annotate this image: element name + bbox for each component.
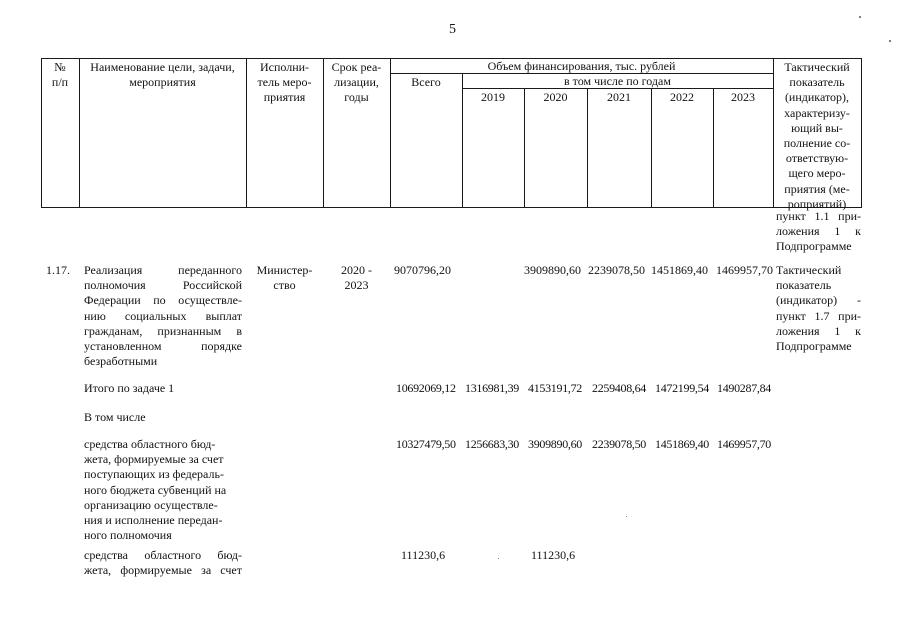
row-117-indicator: Тактический показатель (индикатор) - пункт 1.7 при- ложения 1 к Подпрограмме — [776, 263, 861, 354]
header-year-2023: 2023 — [731, 90, 755, 104]
row-117-2021: 2239078,50 — [588, 263, 645, 277]
regional-federal-2020: 3909890,60 — [528, 437, 583, 451]
row-117-executor: Министер- ство — [256, 263, 313, 293]
scan-speck — [889, 40, 891, 42]
regional-federal-label: средства областного бюд- жета, формируемые за счет поступающих из федераль- ного бюджета субвенций на организацию осуществле- ния и исполнение передан- ного полномочия — [84, 437, 227, 543]
regional-federal-2021: 2239078,50 — [592, 437, 647, 451]
regional-federal-2019: 1256683,30 — [465, 437, 520, 451]
total-task1-2023: 1490287,84 — [717, 381, 772, 395]
header-funding: Объем финансирования, тыс. рублей — [487, 59, 676, 73]
row-117-number: 1.17. — [46, 263, 70, 277]
regional-federal-2022: 1451869,40 — [655, 437, 710, 451]
regional-federal-total: 10327479,50 — [396, 437, 456, 451]
scan-speck — [626, 516, 627, 517]
regional-other-total: 111230,6 — [401, 548, 446, 562]
header-year-2020: 2020 — [543, 90, 568, 104]
row-117-total: 9070796,20 — [394, 263, 451, 277]
total-task1-label: Итого по задаче 1 — [84, 381, 175, 395]
regional-federal-2023: 1469957,70 — [717, 437, 772, 451]
header-total: Всего — [411, 75, 441, 89]
row-117-2022: 1451869,40 — [651, 263, 708, 277]
row-117-term: 2020 - 2023 — [341, 263, 372, 293]
header-no: № п/п — [51, 60, 69, 90]
continuation-indicator: пункт 1.1 при- ложения 1 к Подпрограмме — [776, 209, 861, 254]
header-executor: Исполни- тель меро- приятия — [257, 60, 312, 105]
total-task1-2022: 1472199,54 — [655, 381, 710, 395]
total-task1-2021: 2259408,64 — [592, 381, 647, 395]
total-task1-total: 10692069,12 — [396, 381, 456, 395]
row-117-2020: 3909890,60 — [524, 263, 581, 277]
row-117-name: Реализация переданного полномочия Российской Федерации по осуществле- нию социальных выплат гражданам, признанным в установленном порядке безработными — [84, 263, 242, 369]
header-term: Срок реа- лизации, годы — [331, 60, 382, 105]
regional-other-2020: 111230,6 — [531, 548, 576, 562]
header-indicator: Тактический показатель (индикатор), характеризу- ющий вы- полнение со- ответствую- щего меро- приятия (ме- роприятий) — [783, 60, 851, 211]
scan-speck — [859, 16, 861, 18]
header-year-2019: 2019 — [481, 90, 505, 104]
regional-other-label: средства областного бюд- жета, формируемые за счет — [84, 548, 242, 578]
scan-speck — [498, 558, 499, 559]
header-year-2022: 2022 — [670, 90, 694, 104]
total-task1-2020: 4153191,72 — [528, 381, 583, 395]
total-task1-2019: 1316981,39 — [465, 381, 520, 395]
page-number: 5 — [449, 22, 456, 37]
header-name: Наименование цели, задачи, мероприятия — [90, 60, 235, 90]
header-year-2021: 2021 — [607, 90, 631, 104]
row-117-2023: 1469957,70 — [716, 263, 773, 277]
header-by-years: в том числе по годам — [564, 74, 671, 88]
including-label: В том числе — [84, 410, 146, 424]
